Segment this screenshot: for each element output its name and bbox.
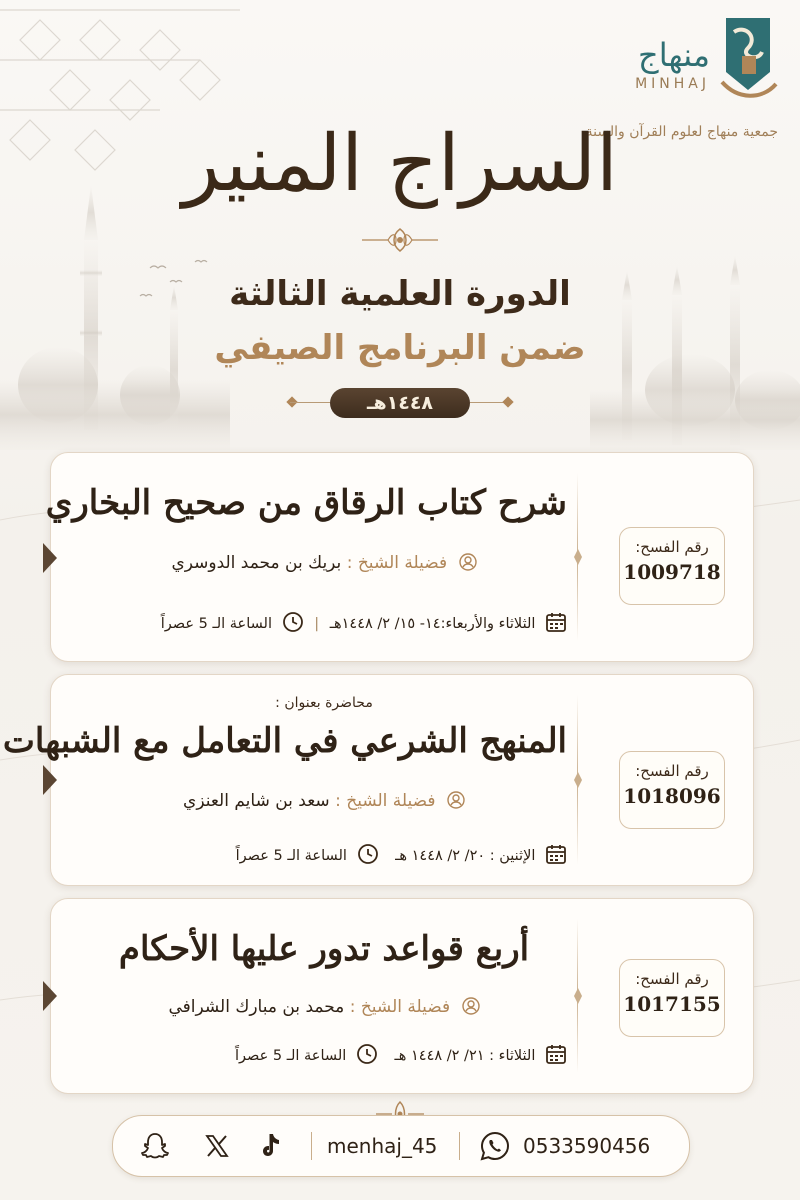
user-icon [459,553,477,571]
course-series-title: الدورة العلمية الثالثة [229,274,571,314]
schedule-time: الساعة الـ 5 عصراً [235,1048,347,1064]
program-title: ضمن البرنامج الصيفي [214,328,586,368]
card-notch [43,765,57,795]
schedule-time: الساعة الـ 5 عصراً [235,848,347,864]
sheikh-name: سعد بن شايم العنزي [183,791,330,811]
clock-icon [357,843,379,865]
permit-number-box [619,959,725,1037]
schedule-days: الثلاثاء والأربعاء:١٤- ١٥/ ٢/ ١٤٤٨هـ [329,616,536,632]
ornament-icon [360,225,440,255]
permit-number-label: رقم الفسح: [635,970,709,988]
calendar-icon [545,1043,567,1065]
sheikh-label: فضيلة الشيخ : [349,997,451,1017]
phone-number[interactable]: 0533590456 [523,1134,651,1158]
lecture-caption: محاضرة بعنوان : [275,695,373,711]
sheikh-label: فضيلة الشيخ : [346,553,448,573]
divider-ornament-icon [570,549,586,565]
social-handle[interactable]: menhaj_45 [327,1134,438,1158]
divider-ornament-icon [570,772,586,788]
permit-number-box [619,527,725,605]
user-icon [447,791,465,809]
sheikh-row [81,997,567,1017]
schedule-days: الإثنين : ٢٠/ ٢/ ١٤٤٨ هـ [395,848,536,864]
course-card [45,452,754,662]
whatsapp-icon[interactable] [479,1130,511,1162]
main-title: السراج المنير [182,119,618,209]
sheikh-label: فضيلة الشيخ : [335,791,436,811]
permit-number: 1009718 [623,560,721,584]
calendar-icon [545,843,567,865]
brand-name: منهاج [638,36,710,74]
sheikh-row [81,791,567,811]
snapchat-icon[interactable] [139,1130,171,1162]
schedule-row [81,843,567,865]
brand-latin-name: MINHAJ [635,76,710,92]
sheikh-name: محمد بن مبارك الشرافي [168,997,345,1017]
tiktok-icon[interactable] [255,1130,287,1162]
course-card [2,674,754,886]
sheikh-name: بريك بن محمد الدوسري [171,553,342,573]
permit-number-box [619,751,725,829]
minhaj-logo-icon [718,12,778,102]
permit-number: 1018096 [623,784,721,808]
sheikh-row [81,553,567,573]
schedule-row: الثلاثاء والأربعاء:١٤- ١٥/ ٢/ ١٤٤٨هـ | الساعة الـ 5 عصراً [81,611,567,633]
contact-bar [112,1115,690,1177]
brand-tagline: جمعية منهاج لعلوم القرآن والسنة [585,124,778,140]
permit-number-label: رقم الفسح: [635,538,709,556]
card-notch [43,543,57,573]
schedule-row [81,1043,567,1065]
divider-ornament-icon [570,988,586,1004]
diamond-icon [502,396,513,407]
year-badge-row [280,388,520,418]
schedule-days: الثلاثاء : ٢١/ ٢/ ١٤٤٨ هـ [394,1048,536,1064]
permit-number: 1017155 [623,992,721,1016]
x-icon[interactable] [201,1130,233,1162]
card-notch [43,981,57,1011]
calendar-icon [545,611,567,633]
permit-number-label: رقم الفسح: [635,762,709,780]
schedule-time: الساعة الـ 5 عصراً [160,616,272,632]
user-icon [462,997,480,1015]
course-title: أربع قواعد تدور عليها الأحكام [118,929,530,969]
course-card [50,898,754,1094]
clock-icon [282,611,304,633]
clock-icon [356,1043,378,1065]
course-title: شرح كتاب الرقاق من صحيح البخاري [45,483,567,523]
course-title: المنهج الشرعي في التعامل مع الشبهات [2,721,567,761]
year-badge: ١٤٤٨هـ [330,388,470,418]
